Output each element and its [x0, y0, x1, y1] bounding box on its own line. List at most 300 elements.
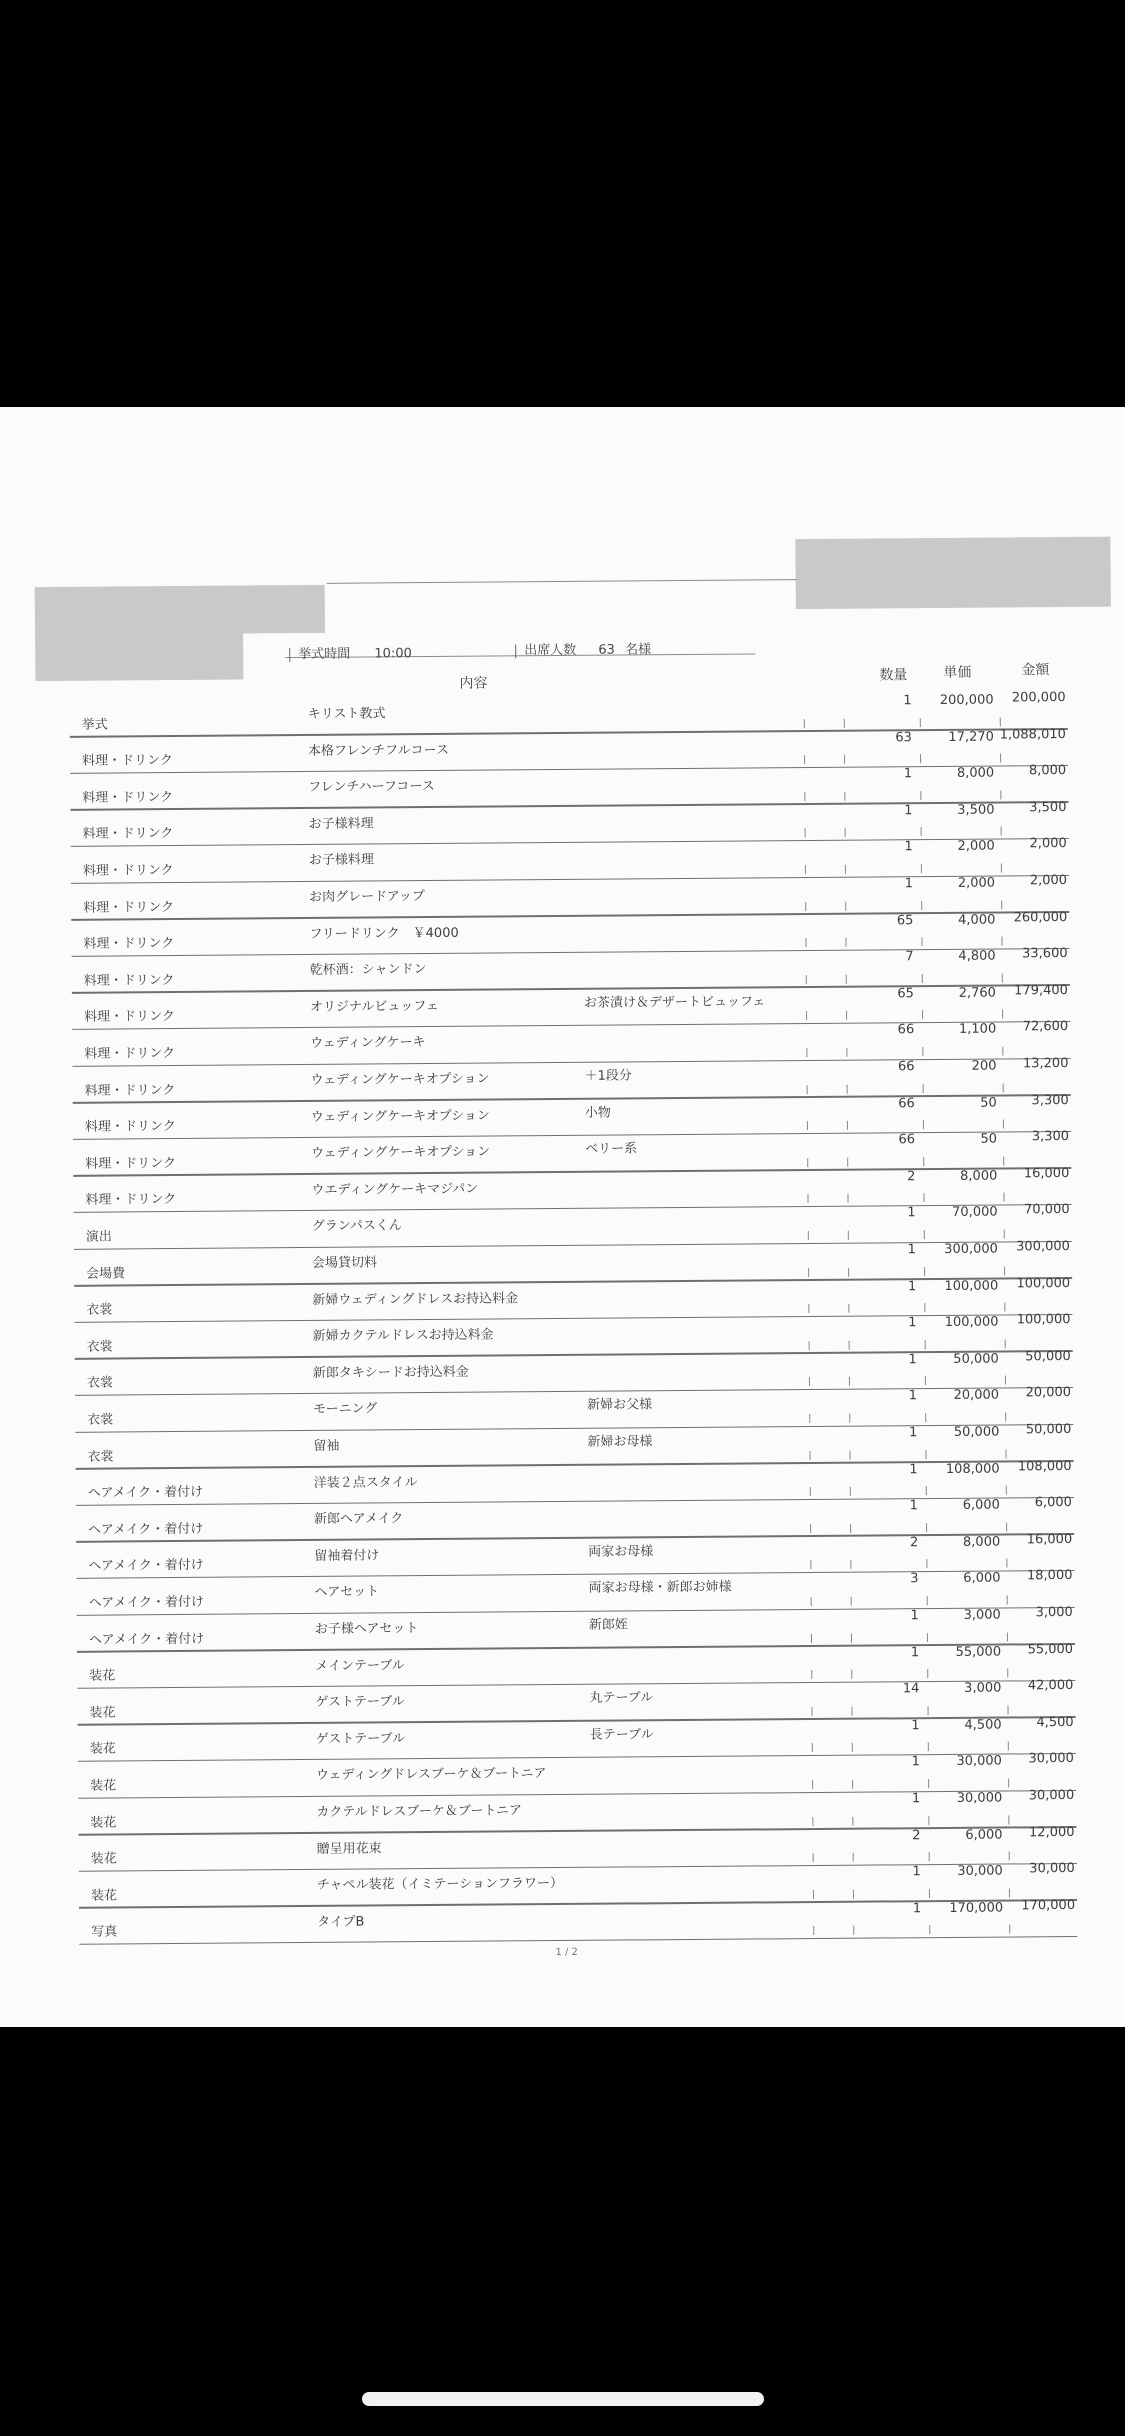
row-note: 丸テーブル [589, 1690, 654, 1706]
row-quantity: 65 [896, 912, 914, 928]
row-content: 留袖着付け [314, 1548, 380, 1564]
row-amount: 50,000 [1025, 1348, 1071, 1365]
row-quantity: 1 [910, 1644, 920, 1660]
cell-divider-tick [804, 755, 805, 764]
cell-divider-tick [1003, 1120, 1004, 1129]
row-unit-price: 3,500 [957, 802, 995, 818]
row-quantity: 66 [898, 1095, 915, 1111]
row-content: 会場貸切料 [311, 1255, 378, 1271]
cell-divider-tick [848, 1304, 849, 1313]
row-quantity: 1 [911, 1791, 921, 1807]
cell-divider-tick [846, 1011, 847, 1020]
row-category: ヘアメイク・着付け [88, 1558, 204, 1575]
cell-divider-tick [928, 1779, 929, 1788]
cell-divider-tick [849, 1414, 850, 1423]
cell-divider-tick [845, 828, 846, 837]
row-category: 料理・ドリンク [84, 1082, 176, 1099]
cell-divider-tick [1004, 1303, 1005, 1312]
row-content: カクテルドレスブーケ＆ブートニア [316, 1803, 523, 1820]
row-content: ゲストテーブル [315, 1731, 406, 1747]
cell-divider-tick [812, 1780, 813, 1789]
row-unit-price: 55,000 [955, 1644, 1002, 1660]
row-quantity: 1 [907, 1242, 916, 1258]
row-content: メインテーブル [315, 1657, 405, 1674]
cell-divider-tick [851, 1633, 852, 1642]
row-amount: 50,000 [1025, 1421, 1072, 1438]
cell-divider-tick [804, 719, 805, 728]
row-category: 料理・ドリンク [83, 972, 175, 989]
row-category: 衣裳 [87, 1449, 114, 1465]
cell-divider-tick [806, 975, 807, 984]
cell-divider-tick [920, 754, 921, 763]
cell-divider-tick [845, 901, 846, 910]
cell-divider-tick [1000, 717, 1001, 726]
row-quantity: 2 [909, 1535, 919, 1551]
row-quantity: 1 [903, 766, 913, 782]
row-category: 装花 [90, 1888, 118, 1904]
cell-divider-tick [805, 938, 806, 947]
row-unit-price: 3,000 [964, 1680, 1002, 1697]
cell-divider-tick [921, 901, 922, 910]
row-content: 洋装２点スタイル [313, 1474, 418, 1491]
cell-divider-tick [844, 718, 845, 727]
cell-divider-tick [1000, 754, 1001, 763]
column-header-quantity: 数量 [879, 667, 908, 684]
home-indicator[interactable] [362, 2392, 764, 2406]
row-category: 装花 [90, 1778, 117, 1794]
row-quantity: 1 [907, 1278, 917, 1294]
row-category: 料理・ドリンク [84, 1119, 176, 1135]
cell-divider-tick [852, 1816, 853, 1825]
cell-divider-tick [922, 1011, 923, 1020]
cell-divider-tick [812, 1817, 813, 1826]
row-amount: 100,000 [1016, 1275, 1071, 1292]
row-category: 装花 [89, 1741, 116, 1758]
cell-divider-tick [844, 755, 845, 764]
row-content: ウェディングケーキ [310, 1035, 426, 1052]
row-amount: 30,000 [1028, 1751, 1074, 1767]
row-unit-price: 50,000 [953, 1351, 999, 1367]
cell-divider-tick [806, 1048, 807, 1057]
row-content: 新婦カクテルドレスお持込料金 [312, 1327, 494, 1345]
cell-divider-tick [813, 1926, 814, 1935]
cell-divider-tick [810, 1487, 811, 1496]
row-amount: 170,000 [1021, 1897, 1076, 1914]
row-quantity: 66 [897, 1059, 915, 1075]
table-row [79, 1897, 1077, 1945]
row-unit-price: 20,000 [953, 1387, 1000, 1404]
row-content: ウェディングドレスブーケ＆ブートニア [315, 1766, 547, 1784]
row-category: 料理・ドリンク [82, 863, 174, 879]
row-unit-price: 30,000 [956, 1790, 1003, 1806]
row-amount: 2,000 [1029, 836, 1067, 852]
cell-divider-tick [1002, 973, 1003, 982]
row-amount: 179,400 [1014, 982, 1068, 999]
cell-divider-tick [1005, 1376, 1006, 1385]
cell-divider-tick [847, 1158, 848, 1167]
row-category: ヘアメイク・着付け [88, 1521, 204, 1538]
cell-divider-tick [928, 1743, 929, 1752]
cell-divider-tick [929, 1926, 930, 1935]
row-amount: 2,000 [1029, 873, 1068, 889]
cell-divider-tick [1006, 1559, 1007, 1568]
row-amount: 260,000 [1013, 909, 1068, 926]
row-quantity: 1 [908, 1388, 918, 1404]
cell-divider-tick [1006, 1486, 1007, 1495]
row-category: 衣裳 [86, 1375, 114, 1392]
cell-divider-tick [1008, 1778, 1009, 1787]
row-content: フリードリンク ￥4000 [309, 925, 459, 942]
row-unit-price: 1,100 [958, 1021, 997, 1038]
cell-divider-tick [851, 1597, 852, 1606]
cell-divider-tick [923, 1120, 924, 1129]
cell-divider-tick [807, 1085, 808, 1094]
row-note: 両家お母様 [588, 1544, 654, 1560]
estimate-document [0, 407, 1125, 2027]
redacted-block-left-bottom [35, 631, 243, 681]
cell-divider-tick [845, 865, 846, 874]
cell-divider-tick [849, 1377, 850, 1386]
cell-divider-tick [849, 1450, 850, 1459]
row-amount: 55,000 [1027, 1641, 1074, 1657]
row-category: 装花 [90, 1815, 117, 1831]
row-content: チャペル装花（イミテーションフラワー） [316, 1876, 564, 1894]
row-category: 料理・ドリンク [81, 753, 173, 769]
cell-divider-tick [1007, 1669, 1008, 1678]
cell-divider-tick [811, 1634, 812, 1643]
row-amount: 13,200 [1022, 1056, 1069, 1072]
cell-divider-tick [1004, 1266, 1005, 1275]
row-content: ウェディングケーキオプション [310, 1108, 490, 1125]
row-quantity: 14 [902, 1681, 920, 1697]
cell-divider-tick [923, 1157, 924, 1166]
cell-divider-tick [1008, 1742, 1009, 1751]
cell-divider-tick [807, 1121, 808, 1130]
cell-divider-tick [846, 975, 847, 984]
row-category: 写真 [91, 1924, 118, 1941]
cell-divider-tick [846, 1048, 847, 1057]
cell-divider-tick [847, 1194, 848, 1203]
cell-divider-tick [927, 1669, 928, 1678]
cell-divider-tick [1003, 1083, 1004, 1092]
row-amount: 8,000 [1028, 763, 1067, 779]
row-unit-price: 50 [980, 1095, 997, 1111]
row-amount: 3,300 [1031, 1129, 1070, 1145]
cell-divider-tick [1003, 1156, 1004, 1165]
cell-divider-tick [804, 792, 805, 801]
row-amount: 42,000 [1027, 1678, 1074, 1694]
cell-divider-tick [920, 718, 921, 727]
row-unit-price: 6,000 [965, 1827, 1003, 1843]
cell-divider-tick [809, 1377, 810, 1386]
row-quantity: 3 [910, 1571, 919, 1587]
cell-divider-tick [850, 1524, 851, 1533]
cell-divider-tick [853, 1853, 854, 1862]
row-unit-price: 50 [980, 1131, 998, 1147]
cell-divider-tick [853, 1926, 854, 1935]
cell-divider-tick [1005, 1339, 1006, 1348]
cell-divider-tick [921, 864, 922, 873]
cell-divider-tick [929, 1889, 930, 1898]
row-quantity: 1 [904, 803, 913, 819]
row-unit-price: 300,000 [944, 1241, 998, 1257]
cell-divider-tick [1004, 1229, 1005, 1238]
redacted-block-left-top [35, 585, 325, 635]
row-note: 小物 [584, 1105, 611, 1121]
row-quantity: 1 [912, 1864, 921, 1880]
row-amount: 200,000 [1011, 690, 1066, 706]
row-unit-price: 6,000 [962, 1497, 1000, 1514]
cell-divider-tick [805, 902, 806, 911]
row-amount: 4,500 [1036, 1714, 1074, 1731]
cell-divider-tick [925, 1450, 926, 1459]
cell-divider-tick [848, 1267, 849, 1276]
cell-divider-tick [928, 1706, 929, 1715]
row-category: 装花 [89, 1705, 116, 1721]
cell-divider-tick [1007, 1595, 1008, 1604]
row-amount: 3,500 [1029, 799, 1067, 816]
cell-divider-tick [1002, 1010, 1003, 1019]
row-content: 新婦ウェディングドレスお持込料金 [312, 1290, 519, 1308]
cell-divider-tick [813, 1853, 814, 1862]
cell-divider-tick [813, 1890, 814, 1899]
header-rule-top [327, 579, 797, 584]
row-amount: 300,000 [1016, 1239, 1070, 1255]
row-quantity: 7 [905, 949, 914, 965]
cell-divider-tick [1005, 1449, 1006, 1458]
row-quantity: 1 [904, 876, 914, 892]
cell-divider-tick [806, 1011, 807, 1020]
row-unit-price: 4,000 [958, 912, 996, 928]
row-content: ウエディングケーキマジパン [311, 1181, 479, 1198]
row-note: 両家お母様・新郎お姉様 [588, 1580, 732, 1597]
ceremony-time: 挙式時間 10:00 [289, 642, 412, 662]
column-header-content: 内容 [459, 675, 488, 692]
row-quantity: 1 [909, 1425, 918, 1441]
row-unit-price: 3,000 [963, 1607, 1001, 1623]
cell-divider-tick [811, 1597, 812, 1606]
row-content: モーニング [313, 1401, 378, 1418]
cell-divider-tick [924, 1230, 925, 1239]
row-amount: 108,000 [1017, 1458, 1072, 1475]
row-amount: 30,000 [1029, 1861, 1075, 1877]
cell-divider-tick [850, 1560, 851, 1569]
cell-divider-tick [847, 1084, 848, 1093]
row-category: 衣裳 [86, 1339, 113, 1355]
cell-divider-tick [844, 792, 845, 801]
row-content: ウェディングケーキオプション [311, 1144, 491, 1162]
row-content: 新郎タキシードお持込料金 [312, 1364, 469, 1381]
row-content: お子様ヘアセット [314, 1621, 419, 1637]
row-category: 料理・ドリンク [84, 1009, 175, 1026]
cell-divider-tick [922, 974, 923, 983]
row-category: ヘアメイク・着付け [88, 1594, 205, 1611]
cell-divider-tick [926, 1560, 927, 1569]
row-amount: 16,000 [1026, 1531, 1073, 1548]
row-category: 挙式 [81, 717, 108, 733]
row-note: 新婦お父様 [587, 1397, 653, 1414]
redacted-block-right [795, 537, 1111, 609]
cell-divider-tick [1008, 1815, 1009, 1824]
cell-divider-tick [927, 1596, 928, 1605]
cell-divider-tick [920, 791, 921, 800]
cell-divider-tick [922, 1047, 923, 1056]
cell-divider-tick [925, 1413, 926, 1422]
row-content: 新郎ヘアメイク [313, 1511, 404, 1528]
row-unit-price: 8,000 [960, 1168, 998, 1184]
cell-divider-tick [853, 1889, 854, 1898]
page-number: 1 / 2 [555, 1946, 578, 1959]
cell-divider-tick [1009, 1852, 1010, 1861]
cell-divider-tick [1007, 1632, 1008, 1641]
row-content: オリジナルビュッフェ [309, 998, 439, 1015]
cell-divider-tick [1009, 1888, 1010, 1897]
cell-divider-tick [850, 1487, 851, 1496]
row-quantity: 1 [908, 1352, 917, 1368]
row-unit-price: 4,500 [964, 1717, 1002, 1733]
cell-divider-tick [845, 938, 846, 947]
cell-divider-tick [1006, 1522, 1007, 1531]
row-content: 本格フレンチフルコース [307, 742, 450, 759]
row-amount: 16,000 [1023, 1165, 1070, 1182]
cell-divider-tick [1002, 1047, 1003, 1056]
row-amount: 100,000 [1016, 1312, 1071, 1328]
cell-divider-tick [805, 865, 806, 874]
cell-divider-tick [1001, 937, 1002, 946]
cell-divider-tick [924, 1267, 925, 1276]
cell-divider-tick [852, 1707, 853, 1716]
row-unit-price: 4,800 [958, 948, 996, 965]
row-category: ヘアメイク・着付け [87, 1485, 204, 1501]
cell-divider-tick [929, 1852, 930, 1861]
row-unit-price: 100,000 [944, 1314, 999, 1331]
row-content: ヘアセット [314, 1584, 380, 1601]
row-category: 衣裳 [86, 1302, 113, 1318]
row-unit-price: 100,000 [944, 1278, 999, 1294]
row-category: ヘアメイク・着付け [88, 1631, 205, 1648]
row-category: 料理・ドリンク [83, 899, 175, 916]
cell-divider-tick [809, 1341, 810, 1350]
cell-divider-tick [1005, 1412, 1006, 1421]
row-amount: 20,000 [1025, 1385, 1072, 1401]
row-unit-price: 70,000 [952, 1204, 998, 1221]
row-quantity: 1 [910, 1608, 919, 1624]
row-content: 留袖 [313, 1438, 340, 1454]
cell-divider-tick [926, 1486, 927, 1495]
cell-divider-tick [921, 937, 922, 946]
row-content: ウェディングケーキオプション [310, 1071, 490, 1088]
row-quantity: 1 [907, 1205, 916, 1221]
column-header-unit-price: 単価 [943, 664, 972, 681]
cell-divider-tick [928, 1816, 929, 1825]
row-category: 会場費 [86, 1266, 126, 1282]
cell-divider-tick [1001, 827, 1002, 836]
row-unit-price: 30,000 [956, 1753, 1002, 1770]
row-quantity: 2 [907, 1169, 916, 1185]
row-unit-price: 108,000 [945, 1461, 1000, 1477]
row-content: グランパスくん [311, 1218, 402, 1235]
row-quantity: 1 [908, 1315, 917, 1331]
cell-divider-tick [849, 1341, 850, 1350]
cell-divider-tick [812, 1707, 813, 1716]
row-quantity: 65 [897, 986, 914, 1002]
row-note: 新婦お母様 [587, 1434, 653, 1450]
cell-divider-tick [805, 828, 806, 837]
row-quantity: 1 [911, 1754, 921, 1770]
cell-divider-tick [925, 1377, 926, 1386]
row-unit-price: 2,000 [957, 838, 995, 855]
row-unit-price: 200,000 [939, 692, 994, 709]
row-amount: 1,088,010 [999, 726, 1066, 743]
row-category: 料理・ドリンク [82, 789, 174, 806]
row-quantity: 1 [903, 693, 912, 709]
row-note: ＋1段分 [584, 1068, 632, 1084]
row-unit-price: 8,000 [962, 1534, 1001, 1550]
cell-divider-tick [807, 1194, 808, 1203]
row-note: 長テーブル [589, 1727, 654, 1743]
row-quantity: 63 [895, 729, 912, 745]
row-category: 衣裳 [87, 1412, 114, 1428]
row-unit-price: 8,000 [956, 765, 995, 782]
cell-divider-tick [807, 1158, 808, 1167]
cell-divider-tick [812, 1743, 813, 1752]
row-content: ゲストテーブル [315, 1694, 405, 1711]
cell-divider-tick [1000, 790, 1001, 799]
cell-divider-tick [847, 1121, 848, 1130]
row-quantity: 1 [904, 839, 913, 855]
row-category: 装花 [90, 1851, 117, 1867]
row-category: 料理・ドリンク [85, 1192, 177, 1209]
row-category: 料理・ドリンク [85, 1155, 177, 1172]
row-category: 料理・ドリンク [83, 936, 175, 952]
row-unit-price: 30,000 [957, 1863, 1003, 1880]
row-unit-price: 50,000 [953, 1424, 1000, 1440]
cell-divider-tick [925, 1340, 926, 1349]
row-quantity: 1 [911, 1717, 920, 1734]
row-amount: 6,000 [1034, 1495, 1072, 1511]
cell-divider-tick [926, 1523, 927, 1532]
row-content: お子様料理 [308, 852, 374, 869]
column-header-amount: 金額 [1021, 662, 1050, 679]
cell-divider-tick [809, 1414, 810, 1423]
cell-divider-tick [923, 1084, 924, 1093]
row-unit-price: 2,760 [958, 985, 996, 1001]
cell-divider-tick [811, 1670, 812, 1679]
row-note: 新郎姪 [588, 1617, 628, 1633]
cell-divider-tick [848, 1231, 849, 1240]
row-rule [79, 1936, 1077, 1945]
row-unit-price: 6,000 [963, 1570, 1001, 1587]
row-content: 乾杯酒：シャンドン [309, 962, 427, 979]
row-quantity: 2 [912, 1827, 921, 1843]
cell-divider-tick [809, 1451, 810, 1460]
cell-divider-tick [927, 1633, 928, 1642]
row-amount: 12,000 [1028, 1824, 1075, 1840]
row-content: お子様料理 [308, 816, 374, 832]
row-unit-price: 17,270 [948, 729, 994, 745]
cell-divider-tick [1001, 864, 1002, 873]
cell-divider-tick [1007, 1705, 1008, 1714]
row-content: 贈呈用花束 [316, 1841, 382, 1857]
row-category: 料理・ドリンク [84, 1046, 176, 1062]
cell-divider-tick [852, 1743, 853, 1752]
cell-divider-tick [923, 1194, 924, 1203]
cell-divider-tick [924, 1303, 925, 1312]
cell-divider-tick [810, 1524, 811, 1533]
document-photo [0, 407, 1125, 2027]
cell-divider-tick [808, 1231, 809, 1240]
row-quantity: 1 [912, 1900, 922, 1917]
